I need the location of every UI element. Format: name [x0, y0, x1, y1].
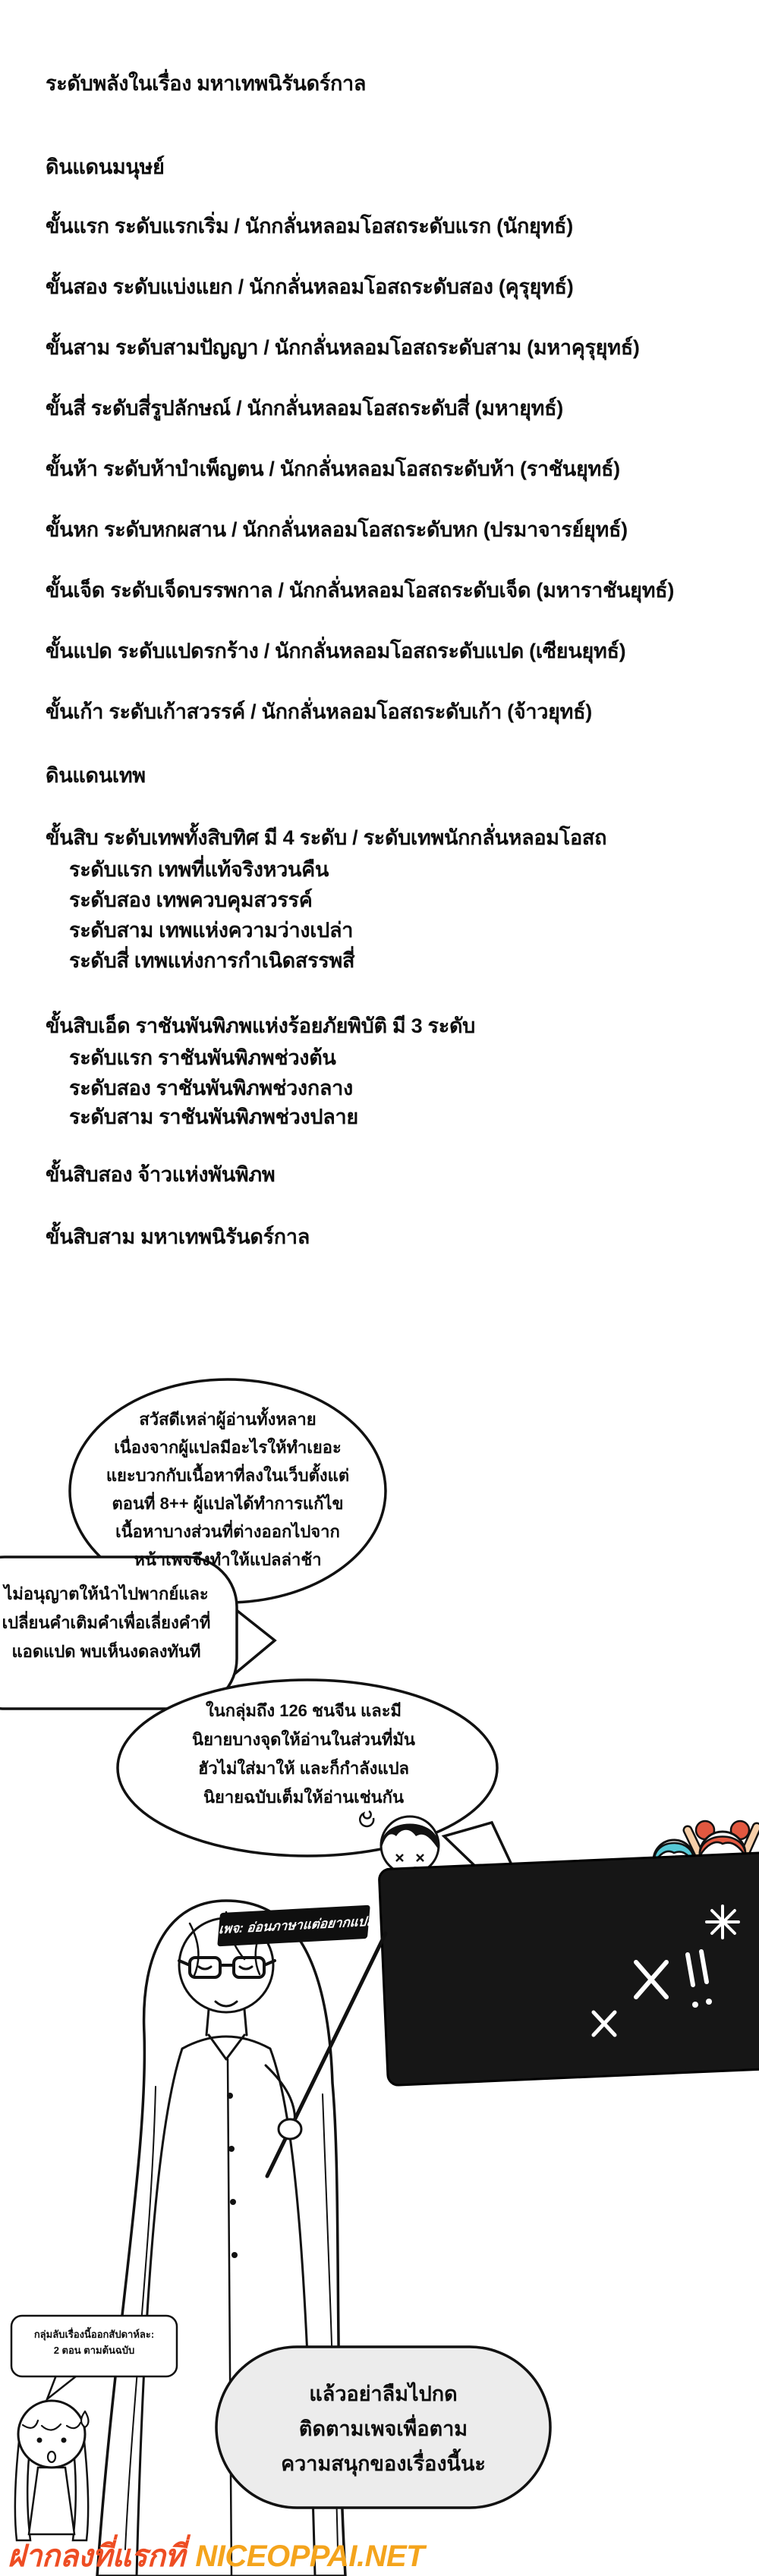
- power-level-line-4: ขั้นสี่ ระดับสี่รูปลักษณ์ / นักกลั่นหลอมโอสถระดับสี่ (มหายุทธ์): [46, 397, 563, 420]
- level10-sub-1: ระดับแรก เทพที่แท้จริงหวนคืน: [69, 858, 329, 881]
- level10-sub-3: ระดับสาม เทพแห่งความว่างเปล่า: [69, 919, 354, 942]
- group-line: นิยายฉบับเต็มให้อ่านเช่นกัน: [203, 1788, 405, 1807]
- warning-line: เปลี่ยนคำเติมคำเพื่อเลี่ยงคำที่: [2, 1613, 211, 1632]
- woman-hand: [279, 2119, 301, 2139]
- warning-bubble-text: [0, 1580, 220, 1666]
- level11-sub-2: ระดับสอง ราชันพันพิภพช่วงกลาง: [69, 1077, 353, 1099]
- follow-line: ความสนุกของเรื่องนี้นะ: [281, 2452, 486, 2475]
- chibi-note-text: [14, 2326, 175, 2358]
- follow-line: แล้วอย่าลืมไปกด: [309, 2383, 458, 2405]
- intro-line: หน้าเพจจึงทำให้แปลล่าช้า: [134, 1550, 322, 1569]
- group-line: ฮัวไม่ใส่มาให้ และก็กำลังแปล: [197, 1759, 410, 1778]
- level11-sub-3: ระดับสาม ราชันพันพิภพช่วงปลาย: [69, 1106, 358, 1128]
- power-level-line-8: ขั้นแปด ระดับแปดรกร้าง / นักกลั่นหลอมโอสถระดับแปด (เซียนยุทธ์): [46, 640, 626, 662]
- credit-prefix: ฝากลงที่แรกที่: [8, 2540, 185, 2573]
- group-line: นิยายบางจุดให้อ่านในส่วนที่มัน: [192, 1730, 415, 1749]
- power-level-line-9: ขั้นเก้า ระดับเก้าสวรรค์ / นักกลั่นหลอมโอสถระดับเก้า (จ้าวยุทธ์): [46, 700, 592, 723]
- power-level-line-12: ขั้นสิบสอง จ้าวแห่งพันพิภพ: [46, 1163, 276, 1186]
- power-level-line-1: ขั้นแรก ระดับแรกเริ่ม / นักกลั่นหลอมโอสถระดับแรก (นักยุทธ์): [46, 215, 573, 237]
- group-line: ในกลุ่มถึง 126 ชนจีน และมี: [205, 1701, 402, 1720]
- intro-line: เนื้อหาบางส่วนที่ต่างออกไปจาก: [115, 1522, 340, 1541]
- level10-sub-4: ระดับสี่ เทพแห่งการกำเนิดสรรพสี่: [69, 949, 355, 972]
- intro-line: เนื่องจากผู้แปลมีอะไรให้ทำเยอะ: [114, 1438, 342, 1457]
- level10-sub-2: ระดับสอง เทพควบคุมสวรรค์: [69, 889, 313, 911]
- chibi-note-line: กลุ่มลับเรื่องนี้ออกสัปดาห์ละ:: [33, 2329, 155, 2340]
- level11-sub-1: ระดับแรก ราชันพันพิภพช่วงต้น: [69, 1046, 336, 1069]
- page-title: ระดับพลังในเรื่อง มหาเทพนิรันดร์กาล: [46, 72, 367, 95]
- power-level-line-13: ขั้นสิบสาม มหาเทพนิรันดร์กาล: [46, 1225, 310, 1248]
- intro-bubble-text: [76, 1405, 380, 1574]
- follow-line: ติดตามเพจเพื่อตาม: [298, 2417, 468, 2440]
- intro-line: ตอนที่ 8++ ผู้แปลได้ทำการแก้ไข: [112, 1494, 344, 1513]
- power-level-line-11: ขั้นสิบเอ็ด ราชันพันพิภพแห่งร้อยภัยพิบัติ มี 3 ระดับ: [46, 1014, 476, 1037]
- site-name: NICEOPPAI.NET: [195, 2540, 425, 2573]
- god-realm-heading: ดินแดนเทพ: [46, 764, 146, 787]
- intro-line: สวัสดีเหล่าผู้อ่านทั้งหลาย: [139, 1410, 317, 1429]
- warning-line: แอดแปด พบเห็นงดลงทันที: [11, 1642, 201, 1661]
- group-bubble-text: [125, 1697, 482, 1812]
- power-level-line-5: ขั้นห้า ระดับห้าบำเพ็ญตน / นักกลั่นหลอมโอสถระดับห้า (ราชันยุทธ์): [46, 458, 620, 480]
- sweat-drop-icon: [81, 2411, 89, 2427]
- chibi-note-line: 2 ตอน ตามต้นฉบับ: [53, 2345, 135, 2356]
- human-realm-heading: ดินแดนมนุษย์: [46, 156, 165, 178]
- facebook-page-banner: เพจ: อ่อนภาษาแต่อยากแปล: [217, 1905, 370, 1947]
- power-level-line-7: ขั้นเจ็ด ระดับเจ็ดบรรพกาล / นักกลั่นหลอมโอสถระดับเจ็ด (มหาราชันยุทธ์): [46, 579, 675, 602]
- site-credit: [8, 2531, 424, 2576]
- power-level-line-2: ขั้นสอง ระดับแบ่งแยก / นักกลั่นหลอมโอสถระดับสอง (คุรุยุทธ์): [46, 275, 574, 298]
- chibi-girl: [15, 2401, 89, 2540]
- warning-line: ไม่อนุญาตให้นำไปพากย์และ: [4, 1584, 209, 1603]
- follow-bubble-text: [224, 2376, 543, 2481]
- power-level-line-10: ขั้นสิบ ระดับเทพทั้งสิบทิศ มี 4 ระดับ / ระดับเทพนักกลั่นหลอมโอสถ: [46, 826, 607, 849]
- power-level-line-6: ขั้นหก ระดับหกผสาน / นักกลั่นหลอมโอสถระดับหก (ปรมาจารย์ยุทธ์): [46, 518, 628, 541]
- power-level-line-3: ขั้นสาม ระดับสามปัญญา / นักกลั่นหลอมโอสถระดับสาม (มหาคุรุยุทธ์): [46, 336, 640, 359]
- intro-line: แยะบวกกับเนื้อหาที่ลงในเว็บตั้งแต่: [106, 1466, 350, 1485]
